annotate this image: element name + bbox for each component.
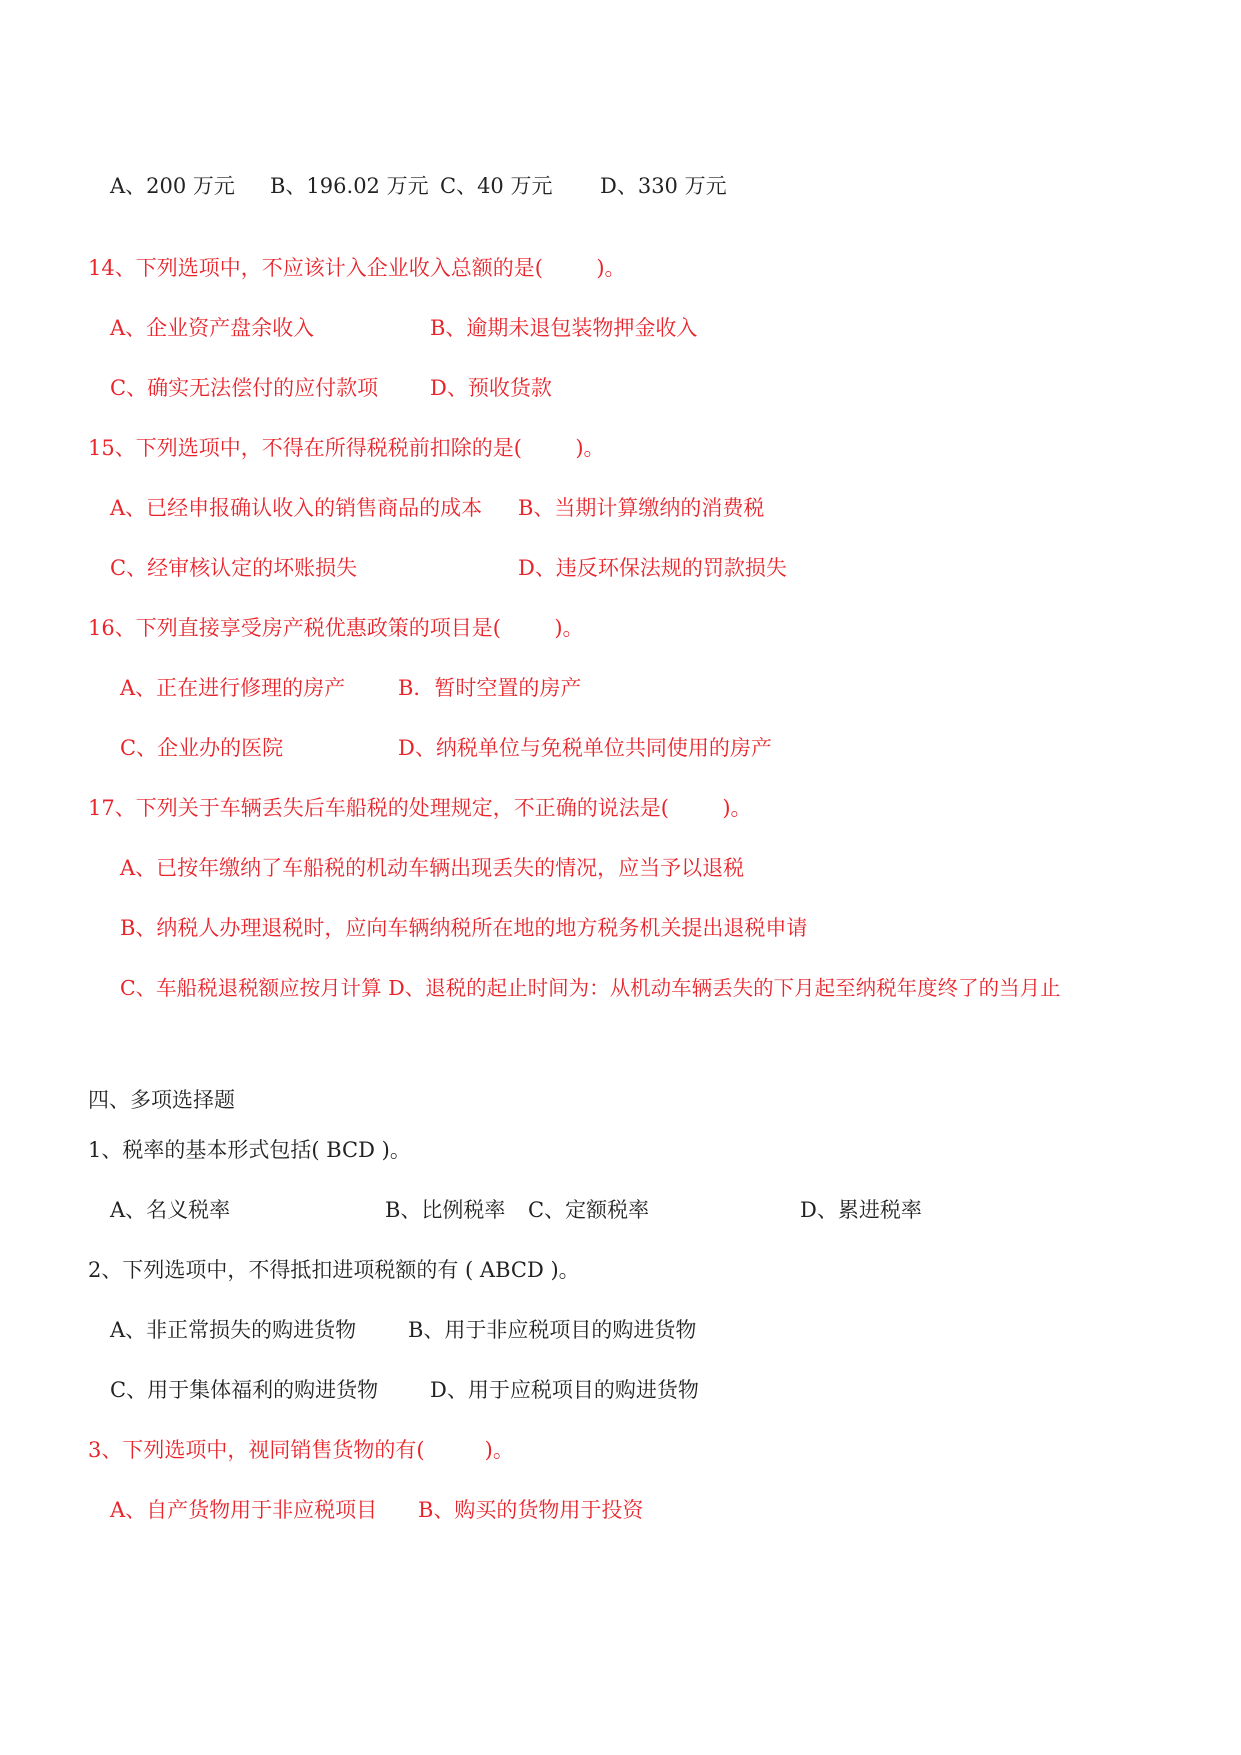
m2-stem: 2、下列选项中，不得抵扣进项税额的有 ( ABCD )。 <box>88 1258 580 1282</box>
q17-option-cd: C、车船税退税额应按月计算 D、退税的起止时间为：从机动车辆丢失的下月起至纳税年度终了的当月止 <box>120 976 1061 1000</box>
q16-option-c: C、企业办的医院 <box>120 736 284 760</box>
q17-option-a: A、已按年缴纳了车船税的机动车辆出现丢失的情况，应当予以退税 <box>120 856 745 880</box>
q14-option-b: B、逾期未退包装物押金收入 <box>430 316 698 340</box>
m2-option-b: B、用于非应税项目的购进货物 <box>408 1318 697 1342</box>
m1-stem: 1、税率的基本形式包括( BCD )。 <box>88 1138 411 1162</box>
q14-stem: 14、下列选项中，不应该计入企业收入总额的是( )。 <box>88 256 626 280</box>
q17-option-b: B、纳税人办理退税时，应向车辆纳税所在地的地方税务机关提出退税申请 <box>120 916 808 940</box>
q14-option-a: A、企业资产盘余收入 <box>110 316 315 340</box>
q17-stem: 17、下列关于车辆丢失后车船税的处理规定，不正确的说法是( )。 <box>88 796 752 820</box>
m2-option-a: A、非正常损失的购进货物 <box>110 1318 357 1342</box>
q15-option-b: B、当期计算缴纳的消费税 <box>518 496 765 520</box>
m3-stem: 3、下列选项中，视同销售货物的有( )。 <box>88 1438 514 1462</box>
q16-option-d: D、纳税单位与免税单位共同使用的房产 <box>398 736 772 760</box>
q13-option-d: D、330 万元 <box>600 174 727 198</box>
m1-option-d: D、累进税率 <box>800 1198 922 1222</box>
m3-options-row <box>0 1496 1241 1524</box>
q15-option-a: A、已经申报确认收入的销售商品的成本 <box>110 496 483 520</box>
q13-option-c: C、40 万元 <box>440 174 553 198</box>
q14-options-row-1 <box>0 314 1241 342</box>
q15-stem: 15、下列选项中，不得在所得税税前扣除的是( )。 <box>88 436 605 460</box>
q16-option-a: A、正在进行修理的房产 <box>120 676 346 700</box>
q16-stem: 16、下列直接享受房产税优惠政策的项目是( )。 <box>88 616 584 640</box>
m1-options-row <box>0 1196 1241 1224</box>
m2-options-row-2 <box>0 1376 1241 1404</box>
m1-option-c: C、定额税率 <box>528 1198 650 1222</box>
q16-option-b: B．暂时空置的房产 <box>398 676 582 700</box>
m1-option-a: A、名义税率 <box>110 1198 231 1222</box>
q14-options-row-2 <box>0 374 1241 402</box>
q15-option-d: D、违反环保法规的罚款损失 <box>518 556 787 580</box>
q15-options-row-1 <box>0 494 1241 522</box>
q13-option-b: B、196.02 万元 <box>270 174 429 198</box>
m3-option-a: A、自产货物用于非应税项目 <box>110 1498 378 1522</box>
q16-options-row-1 <box>0 674 1241 702</box>
q15-options-row-2 <box>0 554 1241 582</box>
q14-option-c: C、确实无法偿付的应付款项 <box>110 376 379 400</box>
m2-option-d: D、用于应税项目的购进货物 <box>430 1378 699 1402</box>
q16-options-row-2 <box>0 734 1241 762</box>
q13-option-a: A、200 万元 <box>110 174 235 198</box>
m3-option-b: B、购买的货物用于投资 <box>418 1498 644 1522</box>
q15-option-c: C、经审核认定的坏账损失 <box>110 556 358 580</box>
section-title: 四、多项选择题 <box>88 1088 235 1112</box>
m2-option-c: C、用于集体福利的购进货物 <box>110 1378 379 1402</box>
m1-option-b: B、比例税率 <box>385 1198 506 1222</box>
q14-option-d: D、预收货款 <box>430 376 552 400</box>
q13-options-row <box>0 172 1241 200</box>
m2-options-row-1 <box>0 1316 1241 1344</box>
